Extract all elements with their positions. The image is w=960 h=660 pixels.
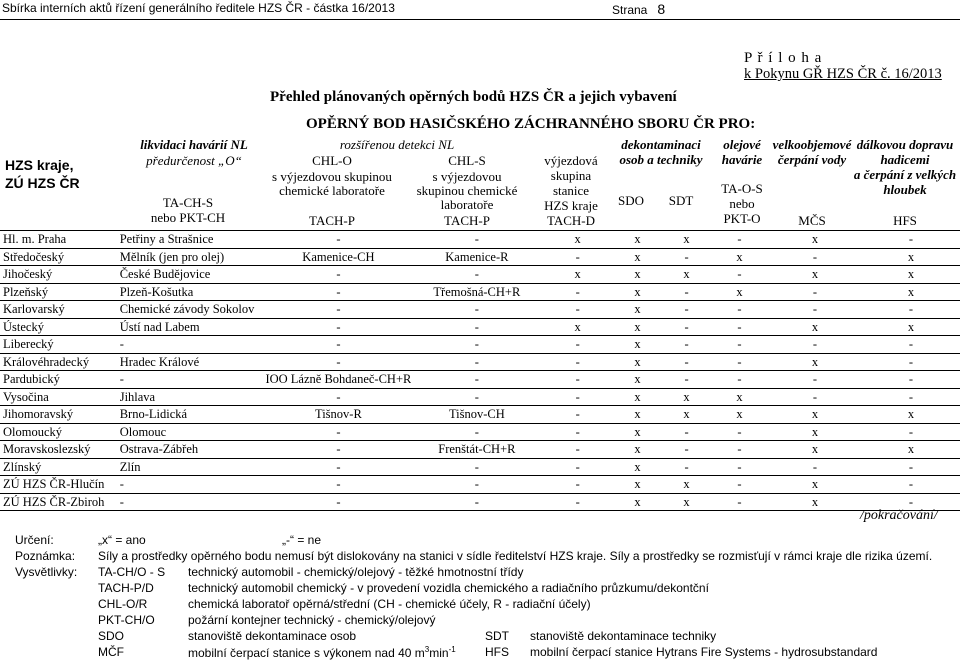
row-cell: -	[737, 354, 742, 369]
row-cell: -	[575, 372, 580, 387]
header-kraj	[5, 156, 80, 192]
row-region: Hl. m. Praha	[3, 232, 67, 247]
row-cell: -	[474, 459, 479, 474]
page-label: Strana	[612, 3, 648, 17]
row-cell: x	[634, 319, 641, 334]
row-cell: -	[336, 424, 341, 439]
row-cell: x	[634, 284, 641, 299]
row-cell: x	[634, 267, 641, 282]
header-chls	[402, 154, 532, 212]
row-cell: x	[634, 389, 641, 404]
row-cell: -	[575, 389, 580, 404]
row-cell: -	[737, 424, 742, 439]
row-cell: -	[575, 494, 580, 509]
row-cell: x	[574, 319, 581, 334]
header-dekontaminaci-1: dekontaminaci	[621, 137, 701, 152]
row-cell: -	[908, 389, 914, 404]
row-cell: x	[811, 319, 819, 334]
table-row	[0, 318, 960, 336]
row-cell: x	[811, 424, 819, 439]
row-cell: x	[683, 232, 690, 247]
table-row	[0, 353, 960, 371]
table-body	[0, 231, 960, 511]
legend-abbr-0: TA-CH/O - S	[98, 565, 166, 579]
row-cell: x	[634, 249, 641, 264]
urceni-ne: „-“ = ne	[282, 533, 322, 547]
row-base-location: Hradec Králové	[119, 354, 200, 369]
header-dalkovou-4: hloubek	[883, 182, 927, 197]
row-cell: x	[811, 494, 819, 509]
row-cell: -	[575, 284, 580, 299]
row-cell: x	[634, 424, 641, 439]
legend-text-3: požární kontejner technický - chemický/olejový	[188, 613, 436, 627]
row-cell: -	[908, 494, 914, 509]
row-cell: -	[575, 249, 580, 264]
header-chls-desc3: laboratoře	[440, 197, 494, 212]
row-cell: -	[908, 337, 914, 352]
row-cell: x	[736, 284, 743, 299]
row-cell: -	[336, 232, 341, 247]
header-dalkovou-2: hadicemi	[880, 152, 930, 167]
header-dekontaminaci	[606, 137, 716, 167]
header-tao-2: nebo	[729, 196, 755, 211]
legend-text-sdt: stanoviště dekontaminace techniky	[530, 629, 717, 643]
row-cell: -	[336, 267, 341, 282]
header-likvidaci: likvidaci havárií NL	[140, 137, 248, 152]
row-base-location: Ostrava-Zábřeh	[119, 442, 199, 457]
row-cell: -	[336, 337, 341, 352]
header-hfs: HFS	[893, 213, 917, 228]
header-tao-1: TA-O-S	[721, 181, 763, 196]
legend-abbr-hfs: HFS	[485, 645, 509, 659]
row-base-location: Brno-Lidická	[119, 407, 188, 422]
table-row	[0, 406, 960, 424]
legend-abbr-2: CHL-O/R	[98, 597, 148, 611]
table-row	[0, 458, 960, 476]
row-cell: -	[336, 319, 341, 334]
header-dekontaminaci-2: osob a techniky	[619, 152, 703, 167]
row-cell: -	[684, 302, 689, 317]
row-cell: -	[737, 494, 742, 509]
legend-text-hfs: mobilní čerpací stanice Hytrans Fire Systems - hydrosubstandard	[530, 645, 878, 659]
row-cell: IOO Lázně Bohdaneč-CH+R	[265, 372, 412, 387]
row-cell: -	[737, 337, 742, 352]
row-cell: -	[474, 424, 479, 439]
header-vyjezdova-3: stanice	[552, 183, 590, 198]
row-cell: -	[575, 459, 580, 474]
header-kraj-line1: HZS kraje,	[5, 157, 74, 173]
header-rozsirenou: rozšířenou detekci NL	[339, 137, 455, 152]
header-dalkovou-1: dálkovou dopravu	[856, 137, 954, 152]
row-cell: -	[684, 337, 689, 352]
poznamka-text: Síly a prostředky opěrného bodu nemusí být dislokovány na stanici v sídle ředitelství HZS kraje. Síly a prostředky se rozmisťují v rámci kraje dle rizika území.	[98, 549, 933, 563]
row-cell: x	[634, 337, 641, 352]
row-cell: -	[474, 337, 479, 352]
urceni-label: Určení:	[15, 533, 54, 547]
vysvetlivky-label: Vysvětlivky:	[15, 565, 78, 579]
row-base-location: -	[119, 372, 124, 387]
row-cell: -	[336, 389, 341, 404]
header-dalkovou	[852, 137, 958, 197]
header-tachd: TACH-D	[546, 213, 596, 228]
header-rule	[0, 19, 960, 20]
legend-text-sdo: stanoviště dekontaminace osob	[188, 629, 357, 643]
row-cell: x	[736, 249, 743, 264]
legend-abbr-mcs: MČF	[98, 645, 124, 659]
table-row	[0, 441, 960, 459]
row-cell: -	[908, 354, 914, 369]
header-chlo-title: CHL-O	[312, 153, 352, 168]
row-cell: -	[737, 319, 742, 334]
row-base-location: Jihlava	[119, 389, 156, 404]
header-tach-s-line2: nebo PKT-CH	[150, 210, 226, 225]
row-region: Liberecký	[3, 337, 54, 352]
page-number: 8	[657, 1, 666, 17]
legend-abbr-1: TACH-P/D	[98, 581, 154, 595]
row-cell: -	[737, 302, 742, 317]
row-cell: -	[812, 372, 818, 387]
row-cell: -	[336, 354, 341, 369]
row-cell: x	[907, 267, 915, 282]
header-tachp1: TACH-P	[309, 213, 355, 228]
row-cell: Kamenice-CH	[302, 249, 375, 264]
legend-text-0: technický automobil - chemický/olejový - těžké hmotnostní třídy	[188, 565, 524, 579]
table-row	[0, 336, 960, 354]
row-cell: -	[474, 232, 479, 247]
row-cell: x	[811, 407, 819, 422]
header-velko-2: čerpání vody	[777, 152, 847, 167]
table-row	[0, 388, 960, 406]
row-cell: x	[907, 442, 915, 457]
table-row	[0, 371, 960, 389]
row-cell: -	[575, 424, 580, 439]
header-predurcenost: předurčenost „O“	[146, 153, 242, 168]
row-base-location: -	[119, 337, 124, 352]
page-header-title: Sbírka interních aktů řízení generálního ředitele HZS ČR - částka 16/2013	[2, 1, 395, 15]
row-cell: x	[634, 459, 641, 474]
header-kraj-line2: ZÚ HZS ČR	[5, 175, 80, 191]
row-cell: -	[575, 337, 580, 352]
table-row	[0, 248, 960, 266]
header-velko	[764, 137, 860, 167]
row-cell: -	[737, 267, 742, 282]
row-base-location: Chemické závody Sokolov	[119, 302, 255, 317]
row-cell: Tišnov-CH	[448, 407, 505, 422]
row-cell: x	[683, 477, 690, 492]
row-cell: -	[474, 267, 479, 282]
row-cell: x	[683, 389, 690, 404]
header-sdt: SDT	[668, 193, 694, 208]
row-cell: -	[908, 477, 914, 492]
row-cell: -	[908, 302, 914, 317]
legend-text-mcs	[188, 645, 456, 660]
header-velko-1: velkoobjemové	[772, 137, 852, 152]
table-row	[0, 476, 960, 494]
row-cell: x	[634, 354, 641, 369]
row-cell: -	[336, 284, 341, 299]
row-cell: Třemošná-CH+R	[433, 284, 521, 299]
row-cell: -	[684, 249, 689, 264]
table-row	[0, 231, 960, 249]
header-tach-s-line1: TA-CH-S	[162, 195, 214, 210]
row-cell: -	[812, 284, 818, 299]
row-base-location: Mělník (jen pro olej)	[119, 249, 225, 264]
row-region: ZÚ HZS ČR-Hlučín	[3, 477, 105, 492]
page-header-page	[612, 1, 665, 17]
priloha-title: P ř í l o h a	[744, 50, 823, 66]
header-vyjezdova	[533, 153, 609, 213]
header-tao-3: PKT-O	[723, 211, 761, 226]
row-cell: x	[907, 249, 915, 264]
row-cell: x	[907, 407, 915, 422]
row-cell: -	[336, 477, 341, 492]
row-cell: x	[736, 389, 743, 404]
row-region: Vysočina	[3, 389, 49, 404]
header-tach-s	[118, 195, 258, 225]
operating-bases-table	[0, 230, 960, 511]
row-cell: x	[811, 477, 819, 492]
document-title: Přehled plánovaných opěrných bodů HZS ČR a jejich vybavení	[270, 89, 677, 105]
row-cell: x	[736, 407, 743, 422]
row-cell: x	[683, 494, 690, 509]
row-base-location: -	[119, 494, 124, 509]
row-cell: -	[336, 494, 341, 509]
row-cell: -	[908, 372, 914, 387]
header-dalkovou-3: a čerpání z velkých	[853, 167, 957, 182]
table-row	[0, 283, 960, 301]
mcs-text: mobilní čerpací stanice s výkonem nad 40 m	[188, 646, 425, 660]
row-region: Královéhradecký	[3, 354, 90, 369]
row-cell: x	[634, 442, 641, 457]
row-cell: Kamenice-R	[445, 249, 509, 264]
row-cell: x	[634, 232, 641, 247]
row-cell: -	[908, 424, 914, 439]
row-cell: x	[574, 267, 581, 282]
row-cell: -	[575, 442, 580, 457]
row-cell: Frenštát-CH+R	[438, 442, 516, 457]
row-cell: -	[684, 354, 689, 369]
row-region: ZÚ HZS ČR-Zbiroh	[3, 494, 105, 509]
row-cell: x	[811, 267, 819, 282]
mcs-text-mid: min	[429, 646, 449, 660]
row-cell: x	[683, 267, 690, 282]
row-cell: -	[812, 389, 818, 404]
header-olejove-1: olejové	[723, 137, 761, 152]
row-cell: x	[634, 407, 641, 422]
mcs-sup1: 3	[424, 645, 430, 654]
row-base-location: Plzeň-Košutka	[119, 284, 194, 299]
header-vyjezdova-1: výjezdová	[544, 153, 598, 168]
row-region: Zlínský	[3, 459, 42, 474]
row-base-location: -	[119, 477, 124, 492]
legend-text-2: chemická laboratoř opěrná/střední (CH - chemické účely, R - radiační účely)	[188, 597, 591, 611]
row-region: Moravskoslezský	[3, 442, 91, 457]
row-cell: x	[811, 354, 819, 369]
row-region: Plzeňský	[3, 284, 49, 299]
row-cell: x	[811, 442, 819, 457]
poznamka-label: Poznámka:	[15, 549, 76, 563]
row-cell: -	[737, 459, 742, 474]
header-olejove-2: havárie	[721, 152, 763, 167]
table-row	[0, 493, 960, 511]
row-cell: -	[908, 459, 914, 474]
row-region: Jihomoravský	[3, 407, 74, 422]
row-cell: -	[575, 477, 580, 492]
row-region: Ústecký	[3, 319, 44, 334]
row-cell: x	[811, 232, 819, 247]
legend-abbr-sdt: SDT	[485, 629, 509, 643]
mcs-sup2: -1	[448, 645, 456, 654]
row-cell: -	[474, 477, 479, 492]
legend-abbr-3: PKT-CH/O	[98, 613, 155, 627]
row-region: Jihočeský	[3, 267, 53, 282]
row-cell: x	[634, 372, 641, 387]
row-cell: -	[336, 302, 341, 317]
row-cell: -	[474, 372, 479, 387]
row-cell: x	[683, 407, 690, 422]
row-cell: -	[737, 477, 742, 492]
row-cell: -	[336, 442, 341, 457]
priloha-ref: k Pokynu GŘ HZS ČR č. 16/2013	[744, 66, 942, 82]
row-cell: Tišnov-R	[315, 407, 362, 422]
row-cell: -	[474, 389, 479, 404]
section-title: OPĚRNÝ BOD HASIČSKÉHO ZÁCHRANNÉHO SBORU ČR PRO:	[306, 116, 756, 132]
header-chls-title: CHL-S	[448, 153, 486, 168]
row-cell: -	[575, 354, 580, 369]
header-chlo	[262, 154, 402, 198]
row-base-location: Petřiny a Strašnice	[119, 232, 214, 247]
row-cell: x	[634, 477, 641, 492]
row-region: Karlovarský	[3, 302, 65, 317]
header-chlo-desc2: chemické laboratoře	[279, 183, 385, 198]
row-region: Pardubický	[3, 372, 60, 387]
legend-text-1: technický automobil chemický - v provedení vozidla chemického a radiačního průzkumu/dekontční	[188, 581, 709, 595]
row-region: Středočeský	[3, 249, 65, 264]
row-cell: -	[684, 442, 689, 457]
row-cell: -	[684, 319, 689, 334]
row-cell: -	[737, 442, 742, 457]
urceni-ano: „x“ = ano	[98, 533, 146, 547]
row-cell: -	[684, 372, 689, 387]
row-cell: -	[336, 459, 341, 474]
row-cell: -	[737, 372, 742, 387]
header-vyjezdova-2: skupina	[550, 168, 592, 183]
header-chls-desc1: s výjezdovou	[432, 169, 502, 184]
header-vyjezdova-4: HZS kraje	[544, 198, 598, 213]
row-cell: -	[737, 232, 742, 247]
row-cell: -	[575, 302, 580, 317]
row-base-location: Ústí nad Labem	[119, 319, 200, 334]
header-sdo: SDO	[617, 193, 644, 208]
row-cell: x	[907, 284, 915, 299]
row-cell: -	[812, 337, 818, 352]
row-base-location: České Budějovice	[119, 267, 211, 282]
row-region: Olomoucký	[3, 424, 63, 439]
row-cell: -	[684, 459, 689, 474]
continued-note: /pokračování/	[860, 508, 938, 523]
row-base-location: Olomouc	[119, 424, 167, 439]
row-cell: -	[812, 459, 818, 474]
row-cell: -	[474, 319, 479, 334]
row-cell: x	[907, 319, 915, 334]
row-cell: -	[812, 249, 818, 264]
row-base-location: Zlín	[119, 459, 141, 474]
header-mcs: MČS	[798, 213, 826, 228]
row-cell: -	[474, 302, 479, 317]
row-cell: -	[908, 232, 914, 247]
legend-abbr-sdo: SDO	[98, 629, 125, 643]
row-cell: -	[474, 494, 479, 509]
header-chlo-desc1: s výjezdovou skupinou	[272, 169, 392, 184]
table-row	[0, 301, 960, 319]
table-row	[0, 423, 960, 441]
row-cell: x	[634, 302, 641, 317]
row-cell: -	[684, 284, 689, 299]
row-cell: -	[812, 302, 818, 317]
row-cell: -	[575, 407, 580, 422]
header-tachp2: TACH-P	[444, 213, 490, 228]
row-cell: -	[474, 354, 479, 369]
row-cell: -	[684, 424, 689, 439]
row-cell: x	[574, 232, 581, 247]
table-row	[0, 266, 960, 284]
row-cell: x	[634, 494, 641, 509]
header-chls-desc2: skupinou chemické	[416, 183, 518, 198]
